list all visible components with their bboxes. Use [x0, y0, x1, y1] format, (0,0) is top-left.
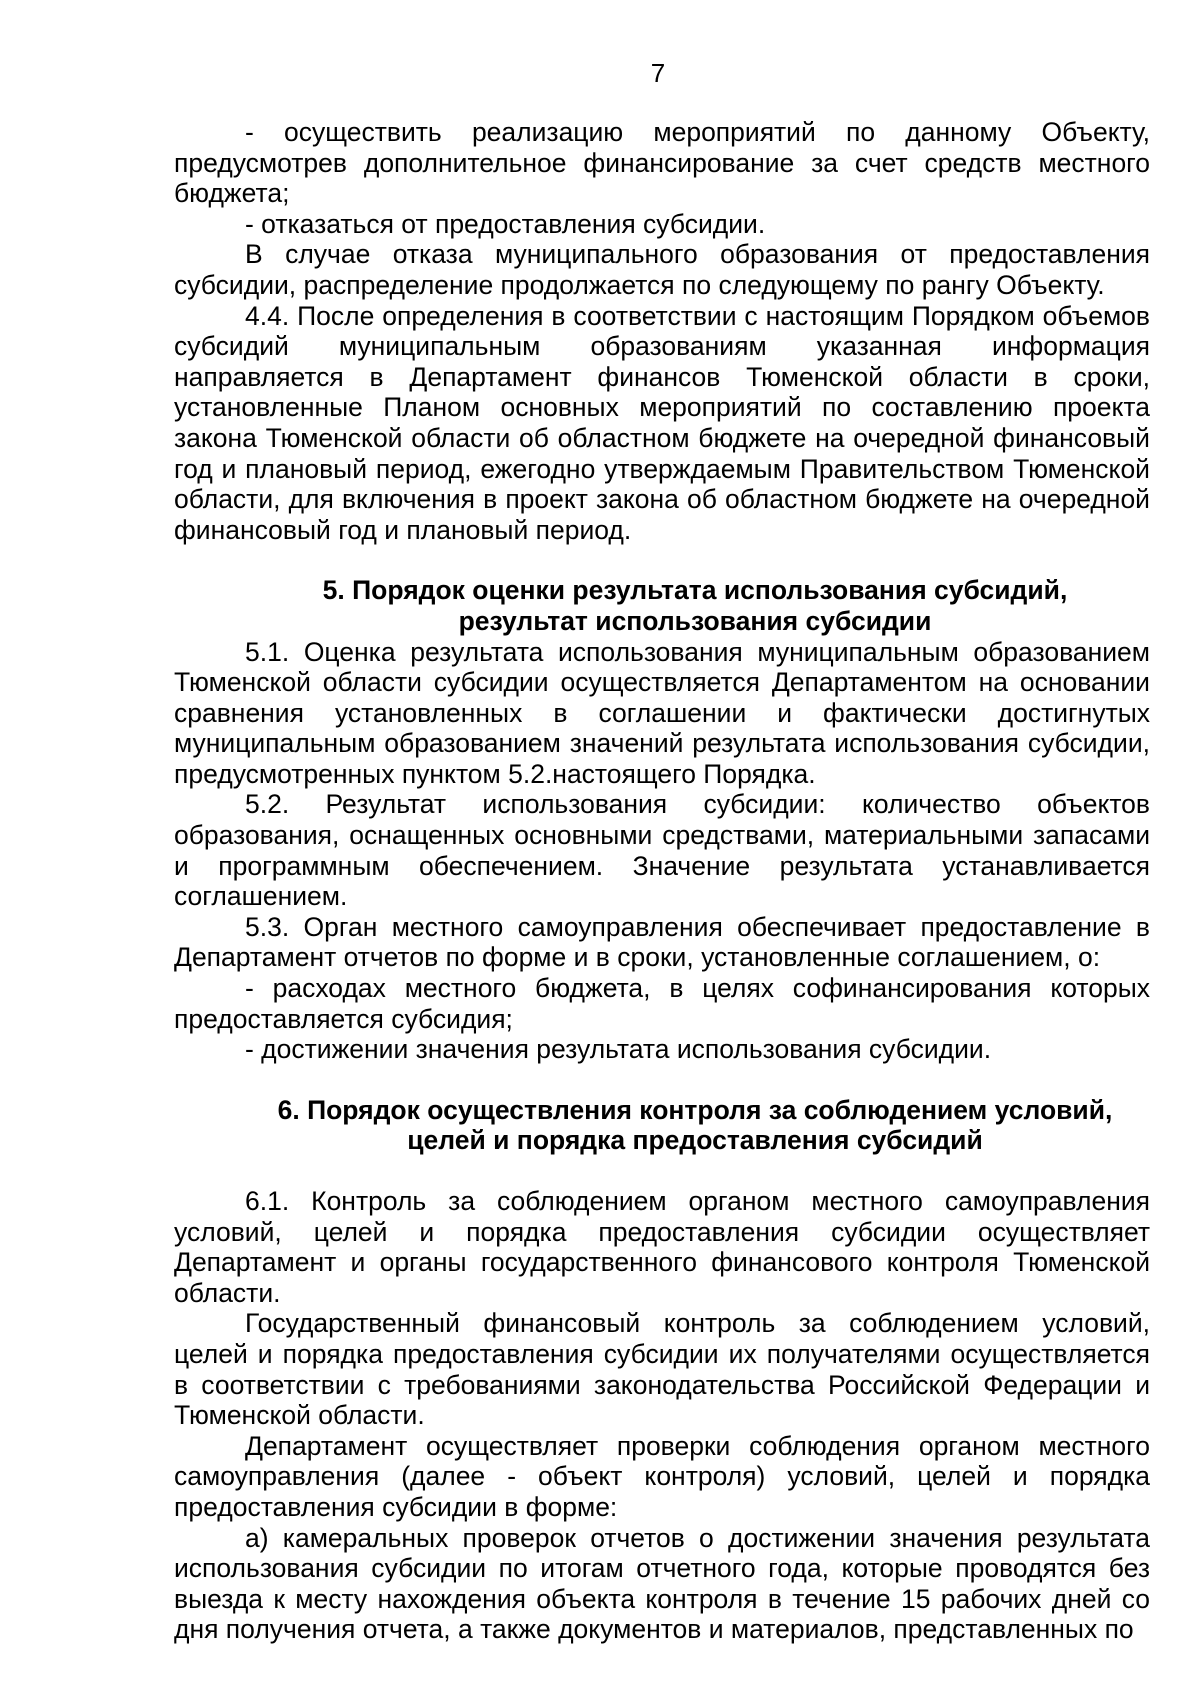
paragraph-5-3: 5.3. Орган местного самоуправления обеспечивает предоставление в Департамент отчетов по форме и в сроки, установленные соглашением, о:	[174, 911, 1150, 973]
paragraph-option-implement: - осуществить реализацию мероприятий по данному Объекту, предусмотрев дополнительное финансирование за счет средств местного бюджета;	[174, 117, 1150, 209]
paragraph-4-4: 4.4. После определения в соответствии с настоящим Порядком объемов субсидий муниципальным образованиям указанная информация направляется в Департамент финансов Тюменской области в сроки, установленные Планом основных мероприятий по составлению проекта закона Тюменской области об областном бюджете на очередной финансовый год и плановый период, ежегодно утверждаемым Правительством Тюменской области, для включения в проект закона об областном бюджете на очередной финансовый год и плановый период.	[174, 300, 1150, 545]
paragraph-5-2: 5.2. Результат использования субсидии: количество объектов образования, оснащенных основными средствами, материальными запасами и программным обеспечением. Значение результата устанавливается соглашением.	[174, 789, 1150, 912]
spacer	[174, 1156, 1150, 1186]
spacer	[174, 1065, 1150, 1095]
paragraph-5-1: 5.1. Оценка результата использования муниципальным образованием Тюменской области субсидии осуществляется Департаментом на основании сравнения установленных в соглашении и фактически достигнутых муниципальным образованием значений результата использования субсидии, предусмотренных пунктом 5.2.настоящего Порядка.	[174, 636, 1150, 789]
document-body	[174, 117, 1150, 1645]
section-6-heading-line-1: 6. Порядок осуществления контроля за соблюдением условий,	[277, 1094, 1113, 1125]
paragraph-6-1: 6.1. Контроль за соблюдением органом местного самоуправления условий, целей и порядка предоставления субсидии осуществляет Департамент и органы государственного финансового контроля Тюменской области.	[174, 1186, 1150, 1308]
paragraph-item-a-desk-audits: а) камеральных проверок отчетов о достижении значения результата использования субсидии по итогам отчетного года, которые проводятся без выезда к месту нахождения объекта контроля в течение 15 рабочих дней со дня получения отчета, а также документов и материалов, представленных по	[174, 1522, 1150, 1645]
spacer	[174, 545, 1150, 575]
section-5-heading-line-1: 5. Порядок оценки результата использования субсидий,	[322, 575, 1068, 606]
paragraph-state-financial-control: Государственный финансовый контроль за соблюдением условий, целей и порядка предоставления субсидии их получателями осуществляется в соответствии с требованиями законодательства Российской Федерации и Тюменской области.	[174, 1308, 1150, 1431]
paragraph-department-inspections: Департамент осуществляет проверки соблюдения органом местного самоуправления (далее - объект контроля) условий, целей и порядка предоставления субсидии в форме:	[174, 1430, 1150, 1522]
paragraph-5-3-item-expenses: - расходах местного бюджета, в целях софинансирования которых предоставляется субсидия;	[174, 973, 1150, 1034]
paragraph-option-refuse: - отказаться от предоставления субсидии.	[245, 208, 766, 239]
section-5-heading	[174, 575, 1150, 636]
paragraph-refusal-case: В случае отказа муниципального образования от предоставления субсидии, распределение продолжается по следующему по рангу Объекту.	[174, 239, 1150, 300]
paragraph-5-3-item-result: - достижении значения результата использования субсидии.	[245, 1034, 992, 1065]
section-6-heading	[174, 1095, 1150, 1156]
page-number: 7	[650, 58, 666, 88]
section-5-heading-line-2: результат использования субсидии	[458, 605, 932, 636]
section-6-heading-line-2: целей и порядка предоставления субсидий	[407, 1125, 983, 1156]
